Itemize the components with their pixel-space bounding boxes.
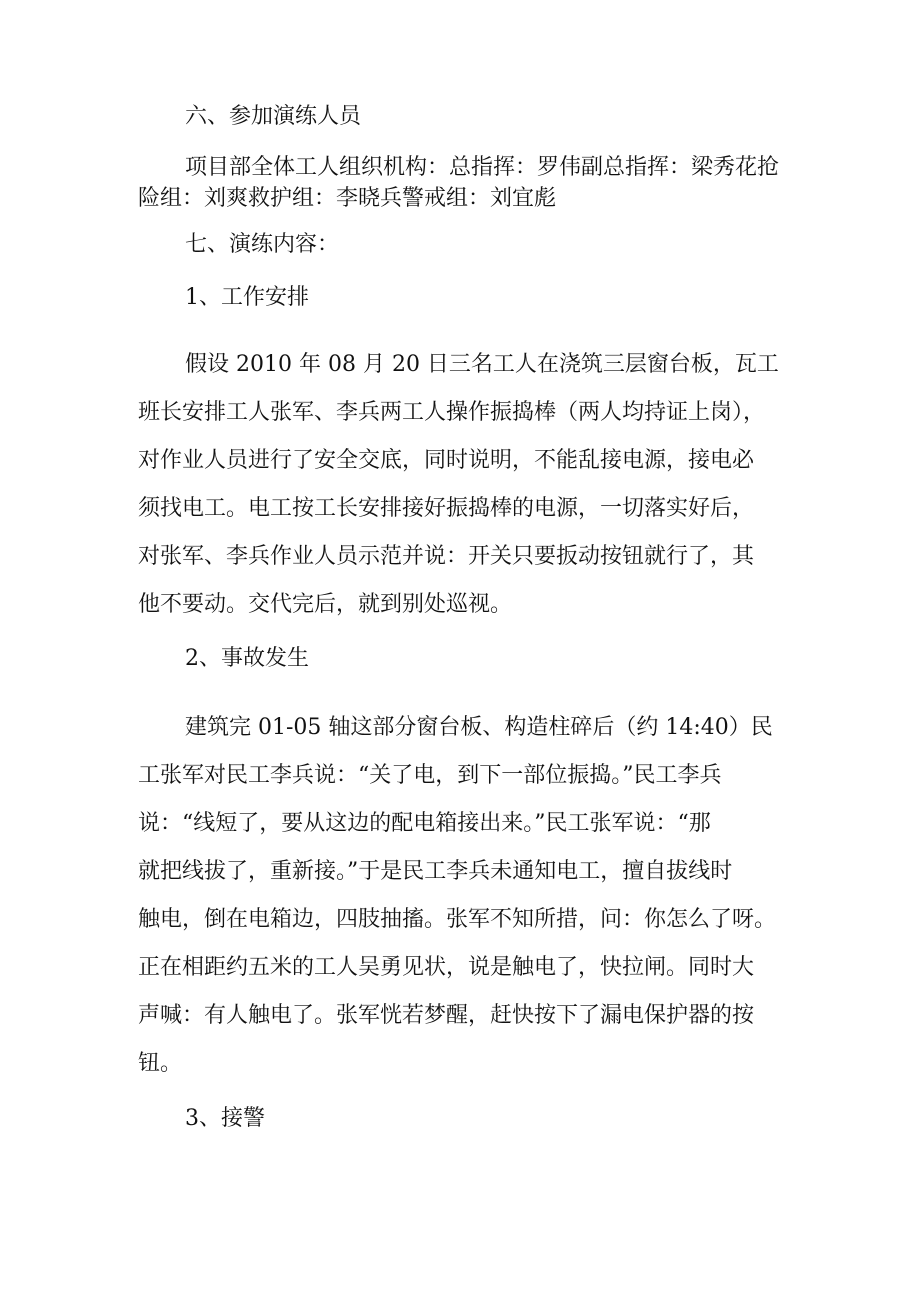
paragraph-line: 险组：刘爽救护组：李晓兵警戒组：刘宜彪 <box>138 186 557 211</box>
paragraph-line: 他不要动。交代完后，就到别处巡视。 <box>138 592 513 617</box>
paragraph-line: 须找电工。电工按工长安排接好振捣棒的电源，一切落实好后， <box>138 496 755 521</box>
subsection-heading-alarm: 3、接警 <box>185 1106 265 1131</box>
paragraph-line: 工张军对民工李兵说：“关了电，到下一部位振捣。”民工李兵 <box>138 763 722 788</box>
paragraph-line: 声喊：有人触电了。张军恍若梦醒，赶快按下了漏电保护器的按 <box>138 1003 755 1028</box>
paragraph-line: 对作业人员进行了安全交底，同时说明，不能乱接电源，接电必 <box>138 448 755 473</box>
section-heading-personnel: 六、参加演练人员 <box>185 104 362 129</box>
paragraph-line: 假设 2010 年 08 月 20 日三名工人在浇筑三层窗台板，瓦工 <box>185 352 779 377</box>
section-heading-content: 七、演练内容： <box>185 232 340 257</box>
subsection-heading-work: 1、工作安排 <box>185 285 309 310</box>
paragraph-line: 触电，倒在电箱边，四肢抽搐。张军不知所措，问：你怎么了呀。 <box>138 907 777 932</box>
paragraph-line: 正在相距约五米的工人吴勇见状，说是触电了，快拉闸。同时大 <box>138 955 755 980</box>
paragraph-line: 钮。 <box>138 1051 183 1076</box>
paragraph-line: 就把线拔了，重新接。”于是民工李兵未通知电工，擅自拔线时 <box>138 859 733 884</box>
paragraph-line: 建筑完 01-05 轴这部分窗台板、构造柱碎后（约 14:40）民 <box>185 715 773 740</box>
paragraph-line: 班长安排工人张军、李兵两工人操作振捣棒（两人均持证上岗）， <box>138 400 766 425</box>
subsection-heading-accident: 2、事故发生 <box>185 646 309 671</box>
paragraph-line: 对张军、李兵作业人员示范并说：开关只要扳动按钮就行了，其 <box>138 544 755 569</box>
paragraph-line: 说：“线短了，要从这边的配电箱接出来。”民工张军说：“那 <box>138 811 711 836</box>
paragraph-line: 项目部全体工人组织机构：总指挥：罗伟副总指挥：梁秀花抢 <box>185 155 780 180</box>
